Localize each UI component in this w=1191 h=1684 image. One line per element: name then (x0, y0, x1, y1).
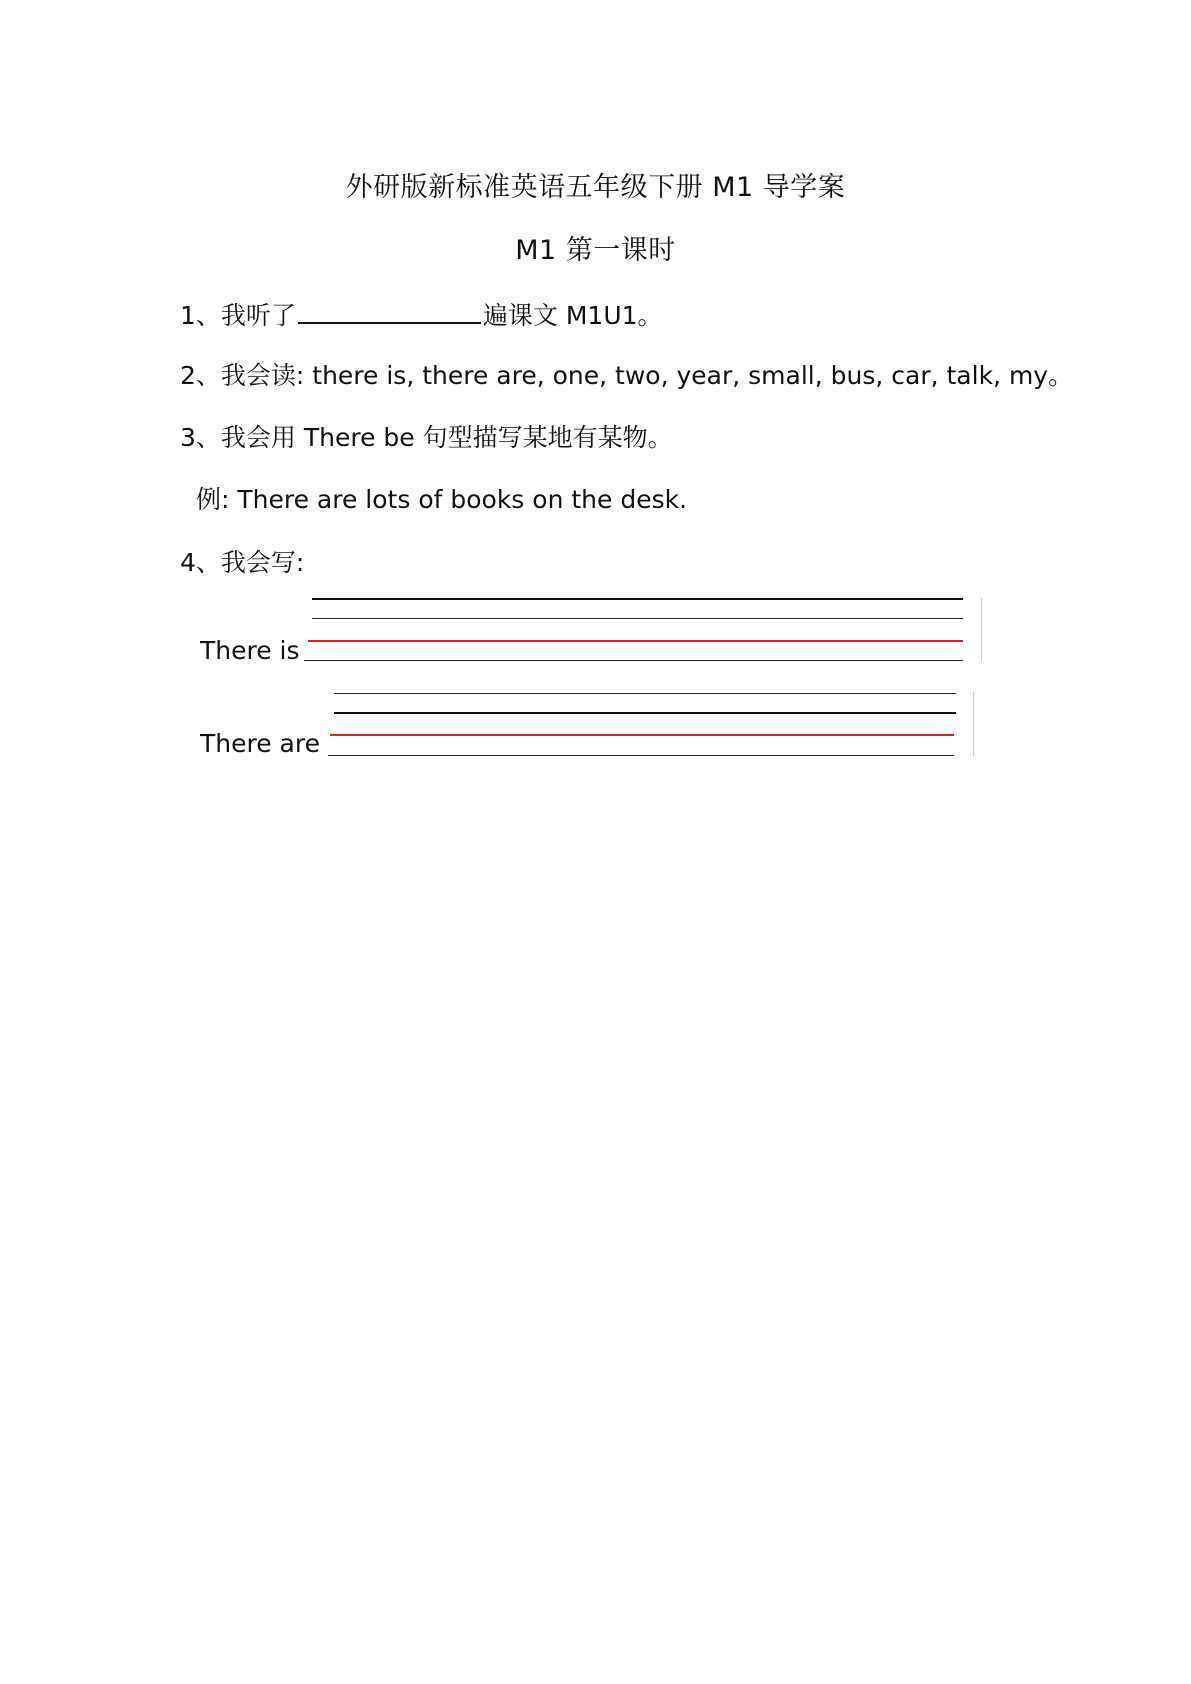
writing-line (304, 660, 963, 661)
writing-box-edge (973, 692, 974, 756)
writing-prompt-there-are: There are (200, 729, 320, 758)
writing-box-edge (981, 598, 982, 662)
item-reading: 2、我会读: there is, there are, one, two, year, small, bus, car, talk, my。 (180, 361, 1074, 390)
listen-count-blank[interactable] (298, 296, 481, 324)
writing-line (312, 618, 963, 619)
writing-line-red (330, 734, 954, 736)
item-usage: 3、我会用 There be 句型描写某地有某物。 (180, 423, 673, 452)
page-subtitle: M1 第一课时 (515, 235, 676, 266)
writing-prompt-there-is: There is (200, 636, 300, 665)
item-listening-suffix: 遍课文 M1U1。 (482, 301, 663, 330)
page-title: 外研版新标准英语五年级下册 M1 导学案 (345, 172, 846, 203)
writing-line-red (308, 640, 963, 642)
writing-line (334, 693, 956, 694)
example-sentence: 例: There are lots of books on the desk. (196, 485, 688, 514)
writing-line (328, 755, 954, 756)
item-listening (180, 296, 663, 333)
writing-line (312, 598, 963, 600)
item-writing: 4、我会写: (180, 548, 305, 577)
item-listening-prefix: 1、我听了 (180, 301, 296, 330)
writing-line (334, 712, 956, 714)
